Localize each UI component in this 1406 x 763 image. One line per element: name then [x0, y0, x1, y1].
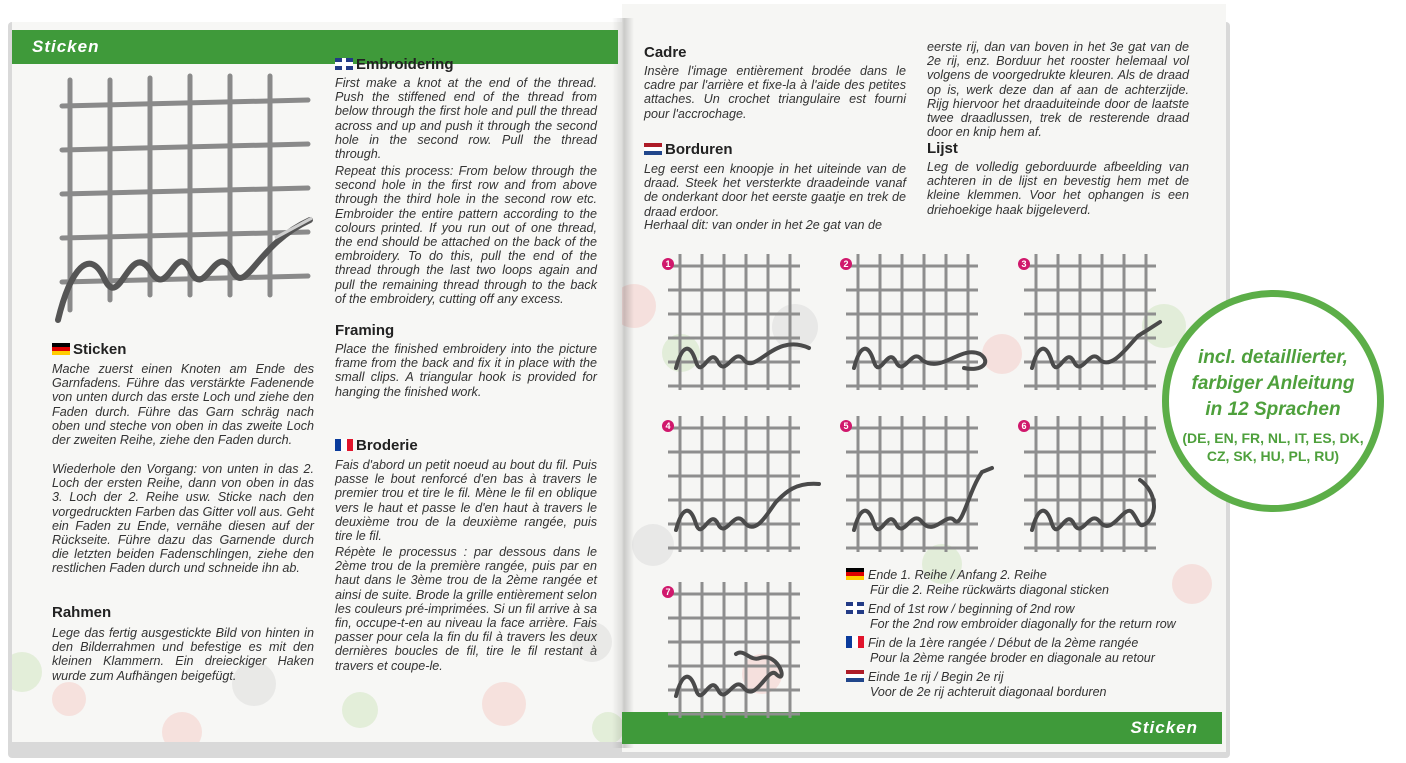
- legend-line-1: Ende 1. Reihe / Anfang 2. Reihe: [868, 568, 1047, 582]
- flag-gb-icon: [846, 602, 864, 614]
- de-frame-heading: Rahmen: [52, 604, 112, 621]
- badge-line-2: farbiger Anleitung: [1191, 373, 1355, 394]
- flag-nl-icon: [846, 670, 864, 682]
- thread-path: [854, 349, 985, 369]
- step-diagram-2: [842, 250, 992, 400]
- en-heading: Embroidering: [335, 56, 454, 73]
- nl-text-3: eerste rij, dan van boven in het 3e gat van de 2e rij, enz. Borduur het rooster helemaal vol volgens de voorgedrukte kleuren. Als de draad op is, werk deze dan af aan de achterzijde. Rijg hiervoor het draaduiteinde door de laatste twee draadlussen, trek de resterende draad door en knip hem af.: [927, 40, 1189, 140]
- step-number-badge: 7: [662, 586, 674, 598]
- badge-langs-1: (DE, EN, FR, NL, IT, ES, DK,: [1182, 430, 1364, 446]
- badge-main-text: [1169, 345, 1377, 423]
- flag-de-icon: [52, 343, 70, 355]
- nl-heading: Borduren: [644, 141, 733, 158]
- flag-fr-icon: [846, 636, 864, 648]
- de-text: Mache zuerst einen Knoten am Ende des Garnfadens. Führe das verstärkte Fadenende von unten durch das erste Loch und ziehe den Faden durch. Führe das Garn schräg nach oben und steche von oben in das zweite Loch der zweiten Reihe, ziehe den Faden durch.: [52, 362, 314, 448]
- nl-frame-heading: Lijst: [927, 140, 958, 157]
- flag-fr-icon: [335, 439, 353, 451]
- badge-languages: [1175, 429, 1371, 465]
- step-diagram-6: [1020, 412, 1170, 562]
- fr-text: Fais d'abord un petit noeud au bout du fil. Puis passe le bout renforcé d'en bas à travers le premier trou et tire le fil. Mène le fil en oblique vers le haut et passe le d'en haut à travers le deuxième trou de la deuxième rangée, puis tire le fil.: [335, 458, 597, 544]
- legend-line-1: Fin de la 1ère rangée / Début de la 2ème rangée: [868, 636, 1139, 650]
- step-diagram-1: [664, 250, 814, 400]
- fr-frame-text: Insère l'image entièrement brodée dans le cadre par l'arrière et fixe-la à l'aide des petites attaches. Un crochet triangulaire est fourni pour l'accrochage.: [644, 64, 906, 121]
- legend-row: [846, 636, 1155, 666]
- page-gutter: [612, 18, 634, 748]
- step-diagram-5: [842, 412, 992, 562]
- flag-de-icon: [846, 568, 864, 580]
- en-frame-heading: Framing: [335, 322, 395, 339]
- step-number-badge: 4: [662, 420, 674, 432]
- left-header-title: Sticken: [32, 37, 100, 56]
- left-header-bar: [12, 30, 618, 64]
- de-frame-text: Lege das fertig ausgestickte Bild von hinten in den Bilderrahmen und befestige es mit den kleinen Klammern. Ein dreieckiger Haken wurde zum Aufhängen beigefügt.: [52, 626, 314, 683]
- fr-heading: Broderie: [335, 437, 418, 454]
- badge-line-1: incl. detaillierter,: [1198, 347, 1348, 368]
- badge-line-3: in 12 Sprachen: [1205, 399, 1341, 420]
- step-number-badge: 5: [840, 420, 852, 432]
- en-frame-text: Place the finished embroidery into the picture frame from the back and fix it in place with the small clips. A triangular hook is provided for hanging the finished work.: [335, 342, 597, 399]
- step-diagram-3: [1020, 250, 1170, 400]
- step-number-badge: 2: [840, 258, 852, 270]
- legend-line-2: For the 2nd row embroider diagonally for the return row: [870, 617, 1176, 631]
- languages-badge: [1162, 290, 1384, 512]
- de-text-2: Wiederhole den Vorgang: von unten in das 2. Loch der ersten Reihe, dann von oben in das 3. Loch der 2. Reihe usw. Sticke nach den vorgedruckten Farben das Gitter voll aus. Geht ein Faden zu Ende, vernähe diesen auf der Rückseite. Führe dazu das Garnende durch die letzten beiden Fadenschlingen, ziehe den restlichen Faden durch und schneide ihn ab.: [52, 462, 314, 576]
- flag-nl-icon: [644, 143, 662, 155]
- legend-row: [846, 602, 1176, 632]
- step-number-badge: 6: [1018, 420, 1030, 432]
- en-text-2: Repeat this process: From below through the second hole in the first row and from above through the third hole in the second row etc. Embroider the entire pattern according to the colours printed. If you run out of one thread, the end should be attached on the back of the embroidery. To do this, pull the end of the thread through the last two loops again and pull the remaining thread through to the back of the embroidery, cutting off any excess.: [335, 164, 597, 306]
- legend-line-1: Einde 1e rij / Begin 2e rij: [868, 670, 1004, 684]
- step-number-badge: 1: [662, 258, 674, 270]
- legend-line-2: Für die 2. Reihe rückwärts diagonal sticken: [870, 583, 1110, 597]
- flag-gb-icon: [335, 58, 353, 70]
- nl-text-2: Herhaal dit: van onder in het 2e gat van de: [644, 218, 883, 232]
- legend-row: [846, 568, 1109, 598]
- embroidery-grid-illustration: [50, 70, 320, 330]
- step-number-badge: 3: [1018, 258, 1030, 270]
- step-diagram-4: [664, 412, 814, 562]
- legend-line-2: Voor de 2e rij achteruit diagonaal borduren: [870, 685, 1107, 699]
- legend-row: [846, 670, 1107, 700]
- de-heading: Sticken: [52, 341, 126, 358]
- nl-frame-text: Leg de volledig geborduurde afbeelding van achteren in de lijst en bevestig hem met de kleine klemmen. Voor het ophangen is een driehoekige haak bijgeleverd.: [927, 160, 1189, 217]
- nl-text: Leg eerst een knoopje in het uiteinde van de draad. Steek het versterkte draadeinde vanaf de onderkant door het eerste gaatje en trek de draad erdoor.: [644, 162, 906, 219]
- en-text: First make a knot at the end of the thread. Push the stiffened end of the thread from below through the first hole and pull the thread across and up and push it through the second hole in the second row. Pull the thread through.: [335, 76, 597, 162]
- legend-line-2: Pour la 2ème rangée broder en diagonale au retour: [870, 651, 1155, 665]
- fr-text-2: Répète le processus : par dessous dans le 2ème trou de la première rangée, puis par en haut dans le 3ème trou de la 2ème rangée et ainsi de suite. Brode la grille entièrement selon les couleurs pré-imprimées. Si un fil arrive à sa fin, occupe-t-en au niveau la face arrière. Fais passer pour cela la fin du fil à travers les deux dernières boucles de fil, tire le fil restant à travers et coupe-le.: [335, 545, 597, 673]
- badge-langs-2: CZ, SK, HU, PL, RU): [1206, 448, 1340, 464]
- right-footer-title: Sticken: [1130, 718, 1198, 737]
- step-diagram-7: [664, 578, 814, 728]
- fr-frame-heading: Cadre: [644, 44, 687, 61]
- legend-line-1: End of 1st row / beginning of 2nd row: [868, 602, 1075, 616]
